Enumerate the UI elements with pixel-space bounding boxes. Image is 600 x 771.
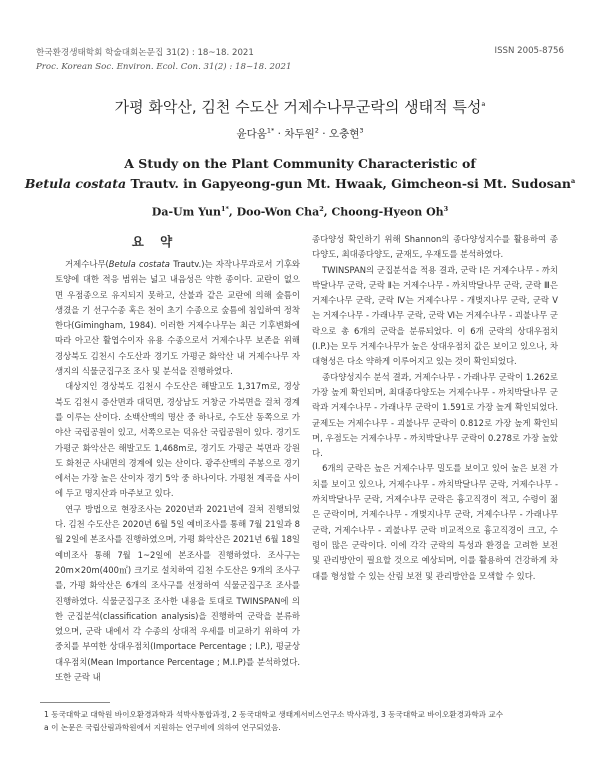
english-title-rest: Trautv. in Gapyeong-gun Mt. Hwaak, Gimcheon-si Mt. Sudosan	[126, 176, 571, 191]
author-en-3-sup: 3	[443, 205, 449, 213]
abstract-heading: 요 약	[131, 234, 179, 249]
abstract-paragraph-1	[55, 257, 300, 379]
abstract-paragraph-2: 대상지인 경상북도 김천시 수도산은 해발고도 1,317m로, 경상북도 김천시 증산면과 대덕면, 경상남도 거창군 가북면을 걸쳐 경계를 이루는 산이다. 소백산맥의 명산 중 하나로, 수도산 동쪽으로 가야산 국립공원이 있고, 서쪽으로는 덕유산 국립공원이 있다. 경기도 가평군 화악산은 해발고도 1,468m로, 경기도 가평군 북면과 강원도 화천군 사내면의 경계에 있는 산이다. 광주산맥의 주봉으로 경기에서는 가장 높은 산이자 경기 5악 중 하나이다. 가평천 계곡을 사이에 두고 명지산과 마주보고 있다.	[55, 381, 300, 499]
footnote-divider	[40, 702, 110, 703]
footnote-affiliations: 1 동국대학교 대학원 바이오환경과학과 석박사통합과정, 2 동국대학교 생태계서비스연구소 박사과정, 3 동국대학교 바이오환경과학과 교수	[44, 710, 504, 719]
author-en-1-sup: 1*	[220, 205, 229, 213]
author-ko-2-sup: 2	[314, 126, 319, 135]
author-ko-2: 차두원	[284, 128, 315, 140]
abstract-paragraph-6: 6개의 군락은 높은 거제수나무 밀도를 보이고 있어 높은 보전 가치를 보이고 있으나, 거제수나무 - 까치박달나무 군락, 거제수나무 - 까치박달나무 군락, 거제수나무 군락은 흉고직경이 적고, 수령이 젊은 군락이며, 거제수나무 - 개벚지나무 군락, 거제수나무 - 가래나무 군락, 거제수나무 - 괴불나무 군락 비교적으로 흉고직경이 크고, 수령이 많은 군락이다. 이에 각각 군락의 특성과 환경을 고려한 보전 및 관리방안이 필요할 것으로 예상되며, 이를 활용하여 건강하게 차대를 형성할 수 있는 산림 보전 및 관리방안을 모색할 수 있다.	[312, 463, 558, 581]
abstract-paragraph-5: 종다양성지수 분석 결과, 거제수나무 - 가래나무 군락이 1.262로 가장 높게 확인되며, 최대종다양도는 거제수나무 - 까치박달나무 군락과 거제수나무 - 가래나무 군락이 1.591로 가장 높게 확인되었다. 균제도는 거제수나무 - 괴불나무 군락이 0.812로 가장 높게 확인되며, 우점도는 거제수나무 - 까치박달나무 군락이 0.278로 가장 높았다.	[312, 371, 558, 459]
p1-species: Betula costata	[108, 259, 170, 269]
korean-title-sup: a	[481, 100, 486, 108]
author-en-2-sup: 2	[319, 205, 324, 213]
abstract-left-column	[55, 257, 300, 685]
journal-korean: 한국환경생태학회 학술대회논문집 31(2) : 18~18. 2021	[36, 48, 254, 58]
abstract-paragraph-4: TWINSPAN의 군집분석을 적용 결과, 군락 Ⅰ은 거제수나무 - 까치박달나무 군락, 군락 Ⅱ는 거제수나무 - 까치박달나무 군락, 군락 Ⅲ은 거제수나무 군락, 군락 Ⅳ는 거제수나무 - 개벚지나무 군락, 군락 Ⅴ는 거제수나무 - 가래나무 군락, 군락 Ⅵ는 거제수나무 - 괴불나무 군락으로 총 6개의 군락을 분류되었다. 이 6개 군락의 상대우점치(I.P.)는 모두 거제수나무가 높은 상대우점치 값은 보이고 있으나, 차대형성은 다소 약하게 이루어지고 있는 것이 확인되었다.	[312, 264, 558, 367]
abstract-paragraph-3-cont: 종다양성 확인하기 위해 Shannon의 종다양성지수를 활용하여 종다양도, 최대종다양도, 균재도, 우재도를 분석하였다.	[312, 234, 558, 260]
journal-english: Proc. Korean Soc. Environ. Ecol. Con. 31(2) : 18~18. 2021	[36, 62, 292, 72]
author-ko-1-sup: 1*	[266, 126, 275, 135]
issn: ISSN 2005-8756	[494, 46, 564, 56]
footnote-funding: a 이 논문은 국립산림과학원에서 지원하는 연구비에 의하여 연구되었음.	[44, 723, 281, 732]
author-ko-3-sup: 3	[359, 126, 364, 135]
author-en-2: Doo-Won Cha	[236, 205, 320, 219]
author-ko-1: 윤다움	[236, 128, 267, 140]
author-ko-3: 오충현	[328, 128, 360, 140]
english-authors: Da-Um Yun$^{1*}$, Doo-Won Cha$^2$, Choong-Hyeon Oh$^3$	[151, 205, 449, 219]
english-title-line2	[0, 176, 600, 191]
abstract-paragraph-3: 연구 방법으로 현장조사는 2020년과 2021년에 걸쳐 진행되었다. 김천 수도산은 2020년 6월 5일 예비조사를 통해 7월 21일과 8월 2일에 본조사를 진행하였으며, 가평 화악산은 2021년 6월 18일 예비조사 통해 7월 1~2일에 본조사를 진행하였다. 조사구는 20m×20m(400㎡) 크기로 설치하여 김천 수도산은 9개의 조사구를, 가평 화악산은 6개의 조사구를 선정하여 식물군집구조 조사를 진행하였다. 식물군집구조 조사한 내용을 토대로 TWINSPAN에 의한 군집분석(classification analysis)을 진행하여 군락을 분류하였으며, 군락 내에서 각 수종의 상대적 우세를 비교하기 위하여 가중치를 부여한 상대우점치(Importace Percentage ; I.P.), 평균상대우점치(Mean Importance Percentage ; M.I.P)를 분석하였다. 또한 군락 내	[55, 503, 300, 683]
korean-title-text: 가평 화악산, 김천 수도산 거제수나무군락의 생태적 특성	[114, 98, 482, 116]
p1-pre: 거제수나무(	[65, 259, 109, 269]
korean-authors: 윤다움$^{1*}$ · 차두원$^2$ · 오충현$^3$	[236, 126, 364, 140]
english-title-species: Betula costata	[24, 176, 127, 191]
abstract-right-column	[312, 232, 558, 584]
english-title-sup: a	[570, 176, 576, 185]
english-title-line1: A Study on the Plant Community Characteristic of	[124, 156, 476, 171]
author-en-3: Choong-Hyeon Oh	[331, 205, 444, 219]
p1-post: Trautv.)는 자작나무과로서 기후와 토양에 대한 적응 범위는 넓고 내음성은 약한 종이다. 교란이 없으면 우점종으로 유지되지 못하고, 산불과 같은 교란에 의해 숲틈이 생겼을 기 선구수종 혹은 천이 초기 수종으로 숲틈에 침입하여 정착한다(Gimingham, 1984). 이러한 거제수나무는 최근 기후변화에 따라 아고산 활엽수이자 유용 수종으로서 거제수나무 보존을 위해 경상북도 김천시 수도산과 경기도 가평군 화악산 내 거제수나무 자생지의 식물군집구조 조사 및 분석을 진행하였다.	[55, 259, 300, 377]
author-en-1: Da-Um Yun	[151, 205, 221, 219]
korean-title	[0, 96, 600, 117]
